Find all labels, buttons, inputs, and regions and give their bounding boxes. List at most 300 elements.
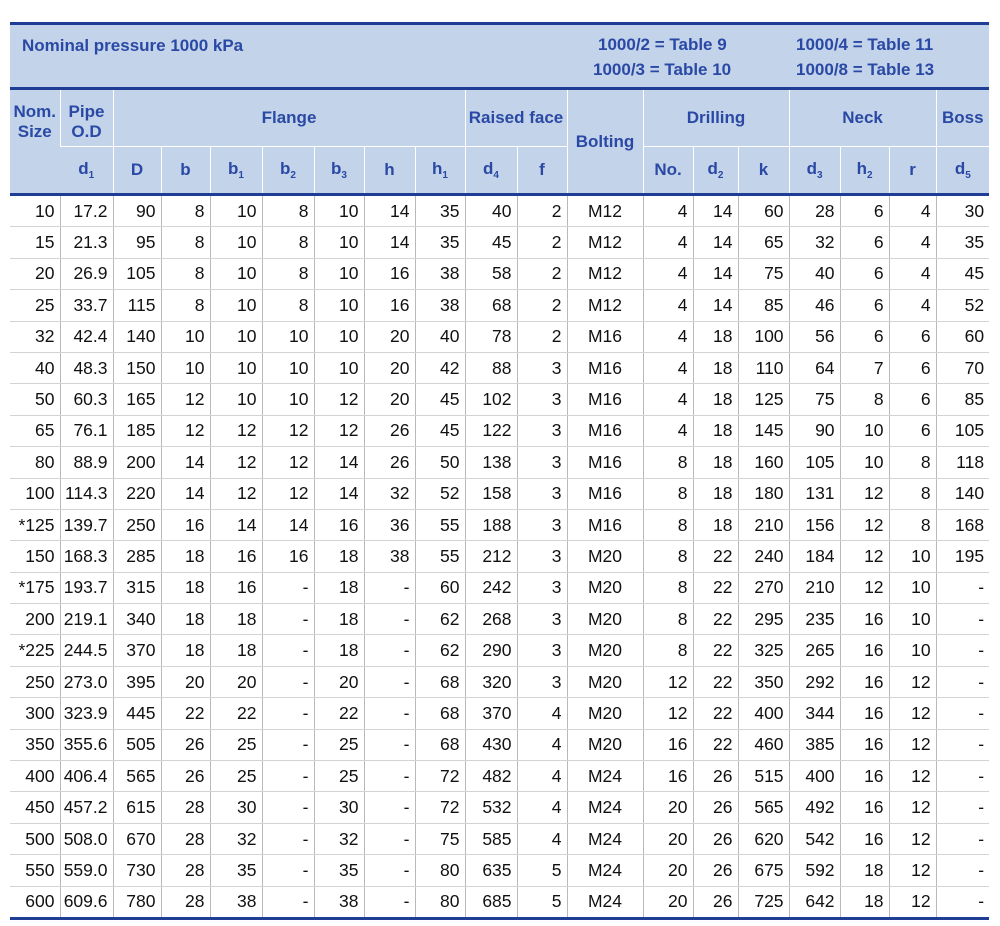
table-cell: 200 [113,447,161,478]
table-row [10,666,989,697]
table-cell: 8 [643,447,693,478]
table-cell: - [936,761,989,792]
flange-dimensions-table [10,90,989,920]
table-cell: 25 [314,761,364,792]
table-cell: 725 [738,886,789,918]
column-header-9 [517,147,567,195]
table-cell: 20 [364,321,415,352]
table-cell: 2 [517,321,567,352]
table-cell: 300 [10,698,60,729]
table-cell: 685 [465,886,517,918]
table-cell: - [936,823,989,854]
table-cell: 18 [693,321,738,352]
table-cell: 12 [889,729,936,760]
table-cell: 200 [10,604,60,635]
table-cell: M12 [567,290,643,321]
table-cell: 25 [314,729,364,760]
table-cell: 40 [789,258,840,289]
table-row [10,823,989,854]
table-cell: 55 [415,509,465,540]
table-cell: 12 [262,447,314,478]
table-cell: 78 [465,321,517,352]
table-cell: 430 [465,729,517,760]
table-cell: 8 [643,604,693,635]
table-row [10,447,989,478]
table-cell: 22 [693,698,738,729]
table-cell: 72 [415,761,465,792]
table-cell: 12 [840,509,889,540]
table-cell: 88.9 [60,447,113,478]
table-row [10,572,989,603]
table-cell: 240 [738,541,789,572]
table-cell: 16 [210,541,262,572]
table-cell: 12 [262,415,314,446]
table-cell: 10 [210,352,262,383]
table-cell: 532 [465,792,517,823]
table-cell: 8 [161,290,210,321]
table-cell: 8 [889,447,936,478]
column-symbol: d [483,159,494,178]
table-cell: - [364,761,415,792]
table-cell: M20 [567,635,643,666]
table-cell: 22 [693,635,738,666]
table-cell: - [364,604,415,635]
table-cell: 32 [314,823,364,854]
table-cell: 18 [210,635,262,666]
column-symbol: No. [654,160,682,179]
table-cell: 315 [113,572,161,603]
table-cell: 8 [262,258,314,289]
table-cell: 18 [161,604,210,635]
table-cell: 12 [161,384,210,415]
table-cell: 75 [789,384,840,415]
table-cell: 6 [840,321,889,352]
table-cell: 28 [161,792,210,823]
column-symbol: h [432,159,443,178]
table-cell: 6 [840,195,889,227]
table-cell: 5 [517,855,567,886]
table-cell: 4 [643,352,693,383]
table-cell: 16 [840,666,889,697]
table-cell: 102 [465,384,517,415]
table-cell: 565 [113,761,161,792]
table-cell: 38 [364,541,415,572]
table-cell: 60 [738,195,789,227]
table-cell: 4 [889,258,936,289]
table-row [10,478,989,509]
table-cell: 180 [738,478,789,509]
table-cell: - [364,729,415,760]
table-cell: 250 [10,666,60,697]
table-row [10,321,989,352]
table-cell: 370 [465,698,517,729]
table-cell: 72 [415,792,465,823]
table-cell: 16 [364,258,415,289]
column-symbol: r [909,160,916,179]
table-cell: 3 [517,478,567,509]
table-cell: 12 [210,415,262,446]
table-cell: 295 [738,604,789,635]
table-cell: 35 [936,227,989,258]
column-header-6 [364,147,415,195]
table-cell: 16 [161,509,210,540]
table-cell: 615 [113,792,161,823]
table-cell: 28 [789,195,840,227]
table-cell: 20 [364,384,415,415]
ref-table-13: 1000/8 = Table 13 [796,60,935,79]
table-cell: 559.0 [60,855,113,886]
table-cell: 10 [210,227,262,258]
table-cell: 48.3 [60,352,113,383]
table-cell: 114.3 [60,478,113,509]
table-cell: 460 [738,729,789,760]
table-cell: 122 [465,415,517,446]
table-cell: 635 [465,855,517,886]
table-cell: 22 [210,698,262,729]
table-cell: 10 [314,227,364,258]
table-cell: 285 [113,541,161,572]
table-cell: 10 [314,290,364,321]
table-cell: 26 [161,729,210,760]
table-cell: 4 [889,290,936,321]
table-cell: 18 [314,541,364,572]
table-cell: - [262,572,314,603]
table-cell: 3 [517,666,567,697]
table-cell: 60 [415,572,465,603]
table-cell: 20 [210,666,262,697]
table-cell: 16 [314,509,364,540]
column-header-13 [789,147,840,195]
table-cell: 5 [517,886,567,918]
column-header-1 [113,147,161,195]
table-cell: - [364,792,415,823]
table-cell: 355.6 [60,729,113,760]
table-cell: 21.3 [60,227,113,258]
table-cell: M20 [567,572,643,603]
table-cell: 26 [693,761,738,792]
table-cell: 4 [517,823,567,854]
table-cell: 42 [415,352,465,383]
table-cell: 12 [889,792,936,823]
table-cell: 18 [161,635,210,666]
table-cell: 8 [262,227,314,258]
table-cell: - [936,855,989,886]
table-cell: M24 [567,761,643,792]
table-row [10,792,989,823]
table-cell: 45 [415,415,465,446]
table-row [10,195,989,227]
table-cell: M20 [567,604,643,635]
table-cell: 20 [643,823,693,854]
table-cell: - [262,886,314,918]
column-subscript: 2 [866,170,873,181]
table-cell: 17.2 [60,195,113,227]
table-row [10,541,989,572]
table-cell: 780 [113,886,161,918]
table-cell: 145 [738,415,789,446]
table-cell: 8 [262,290,314,321]
table-cell: 26.9 [60,258,113,289]
table-cell: M16 [567,509,643,540]
table-cell: 40 [10,352,60,383]
table-cell: 42.4 [60,321,113,352]
table-cell: 16 [643,761,693,792]
table-cell: 4 [517,761,567,792]
column-header-12 [738,147,789,195]
table-cell: 244.5 [60,635,113,666]
column-header-14 [840,147,889,195]
table-cell: 131 [789,478,840,509]
table-cell: 12 [889,886,936,918]
table-cell: 8 [643,541,693,572]
table-cell: 235 [789,604,840,635]
table-cell: 20 [314,666,364,697]
table-cell: 4 [517,698,567,729]
table-cell: 50 [415,447,465,478]
table-cell: 38 [415,290,465,321]
table-cell: 12 [840,572,889,603]
column-header-16 [936,147,989,195]
table-cell: 12 [889,761,936,792]
table-cell: - [364,823,415,854]
table-cell: 14 [693,290,738,321]
table-cell: 670 [113,823,161,854]
table-cell: 16 [840,698,889,729]
column-symbol: k [758,160,769,179]
column-symbol: h [384,160,395,179]
table-cell: 22 [693,572,738,603]
table-cell: 10 [314,195,364,227]
table-cell: 68 [415,698,465,729]
table-row [10,352,989,383]
table-cell: 592 [789,855,840,886]
table-cell: 16 [840,604,889,635]
table-cell: 8 [262,195,314,227]
table-cell: - [262,729,314,760]
table-cell: 16 [840,792,889,823]
table-cell: 20 [643,855,693,886]
table-cell: 32 [789,227,840,258]
table-cell: 265 [789,635,840,666]
table-cell: 268 [465,604,517,635]
table-cell: 14 [161,478,210,509]
table-cell: 52 [415,478,465,509]
table-cell: 482 [465,761,517,792]
header-flange: Flange [113,90,465,147]
table-cell: M20 [567,666,643,697]
table-cell: - [364,698,415,729]
table-cell: - [262,855,314,886]
table-cell: 18 [314,604,364,635]
table-cell: 10 [161,352,210,383]
table-cell: 242 [465,572,517,603]
table-cell: - [364,572,415,603]
table-cell: 3 [517,541,567,572]
table-cell: 26 [693,792,738,823]
table-cell: - [936,604,989,635]
table-cell: 50 [10,384,60,415]
table-cell: 2 [517,227,567,258]
column-subscript: 5 [965,170,971,181]
table-cell: 165 [113,384,161,415]
table-cell: 6 [840,258,889,289]
table-cell: 4 [643,290,693,321]
table-cell: M16 [567,352,643,383]
table-cell: 58 [465,258,517,289]
table-cell: 105 [113,258,161,289]
table-cell: 105 [789,447,840,478]
table-cell: 10 [262,321,314,352]
table-cell: 168.3 [60,541,113,572]
column-header-10 [643,147,693,195]
table-cell: - [262,698,314,729]
table-cell: 620 [738,823,789,854]
header-pipe-od: Pipe O.D [60,90,113,147]
table-cell: 10 [10,195,60,227]
table-cell: 40 [415,321,465,352]
table-cell: 45 [465,227,517,258]
table-cell: 10 [889,541,936,572]
table-cell: 6 [889,415,936,446]
table-cell: 406.4 [60,761,113,792]
table-cell: M16 [567,478,643,509]
table-cell: 68 [415,729,465,760]
table-cell: 140 [936,478,989,509]
table-cell: - [936,698,989,729]
table-cell: 118 [936,447,989,478]
column-subscript: 2 [717,170,724,181]
table-row [10,384,989,415]
table-cell: 6 [889,352,936,383]
table-cell: M16 [567,447,643,478]
table-cell: 500 [10,823,60,854]
table-cell: - [364,855,415,886]
table-cell: 38 [415,258,465,289]
table-row [10,290,989,321]
table-cell: 68 [465,290,517,321]
table-cell: 18 [840,855,889,886]
table-cell: 110 [738,352,789,383]
table-cell: 16 [840,823,889,854]
table-cell: 8 [643,509,693,540]
table-cell: M16 [567,384,643,415]
table-cell: *175 [10,572,60,603]
table-cell: 65 [10,415,60,446]
column-symbol: b [331,159,342,178]
ref-table-10: 1000/3 = Table 10 [593,60,732,79]
table-cell: 168 [936,509,989,540]
table-cell: 16 [840,635,889,666]
table-cell: 16 [840,729,889,760]
table-cell: *125 [10,509,60,540]
table-cell: 100 [10,478,60,509]
table-cell: 675 [738,855,789,886]
table-cell: 12 [262,478,314,509]
table-cell: 2 [517,195,567,227]
table-cell: 508.0 [60,823,113,854]
column-header-11 [693,147,738,195]
table-cell: 100 [738,321,789,352]
table-cell: - [936,792,989,823]
table-cell: 3 [517,635,567,666]
table-cell: 38 [210,886,262,918]
table-cell: 12 [840,541,889,572]
table-cell: 8 [161,258,210,289]
table-cell: 64 [789,352,840,383]
table-cell: 450 [10,792,60,823]
table-cell: 138 [465,447,517,478]
table-cell: 12 [161,415,210,446]
column-symbol: d [707,159,718,178]
table-row [10,227,989,258]
table-cell: 12 [840,478,889,509]
table-row [10,604,989,635]
table-cell: 26 [364,415,415,446]
table-cell: 344 [789,698,840,729]
table-cell: 16 [643,729,693,760]
table-row [10,509,989,540]
table-cell: 22 [693,604,738,635]
table-cell: 565 [738,792,789,823]
table-cell: 12 [889,666,936,697]
table-cell: 250 [113,509,161,540]
table-cell: 14 [693,195,738,227]
table-cell: 75 [415,823,465,854]
pressure-banner [10,22,989,90]
table-cell: 30 [936,195,989,227]
table-row [10,698,989,729]
table-cell: 10 [210,384,262,415]
column-symbol: D [130,160,144,179]
column-subscript: 1 [442,170,448,181]
table-cell: 6 [889,384,936,415]
table-cell: 85 [936,384,989,415]
table-cell: 10 [314,352,364,383]
table-cell: 18 [840,886,889,918]
table-cell: 14 [161,447,210,478]
table-cell: 28 [161,886,210,918]
table-cell: 10 [889,604,936,635]
table-cell: 730 [113,855,161,886]
column-symbol: d [954,159,966,178]
table-cell: 195 [936,541,989,572]
table-cell: 45 [415,384,465,415]
table-cell: 14 [210,509,262,540]
column-subscript: 4 [493,170,499,181]
table-cell: 585 [465,823,517,854]
table-cell: 12 [314,415,364,446]
table-cell: 370 [113,635,161,666]
table-cell: 22 [693,541,738,572]
table-cell: 35 [210,855,262,886]
table-cell: 18 [161,572,210,603]
table-cell: 139.7 [60,509,113,540]
table-cell: 70 [936,352,989,383]
table-cell: 80 [415,855,465,886]
table-cell: 16 [262,541,314,572]
table-cell: 90 [113,195,161,227]
table-cell: 45 [936,258,989,289]
table-cell: 158 [465,478,517,509]
table-cell: 18 [314,635,364,666]
table-cell: 445 [113,698,161,729]
table-cell: 492 [789,792,840,823]
table-cell: 25 [10,290,60,321]
table-cell: 60 [936,321,989,352]
table-cell: 14 [364,195,415,227]
table-cell: 68 [415,666,465,697]
table-cell: 10 [210,195,262,227]
